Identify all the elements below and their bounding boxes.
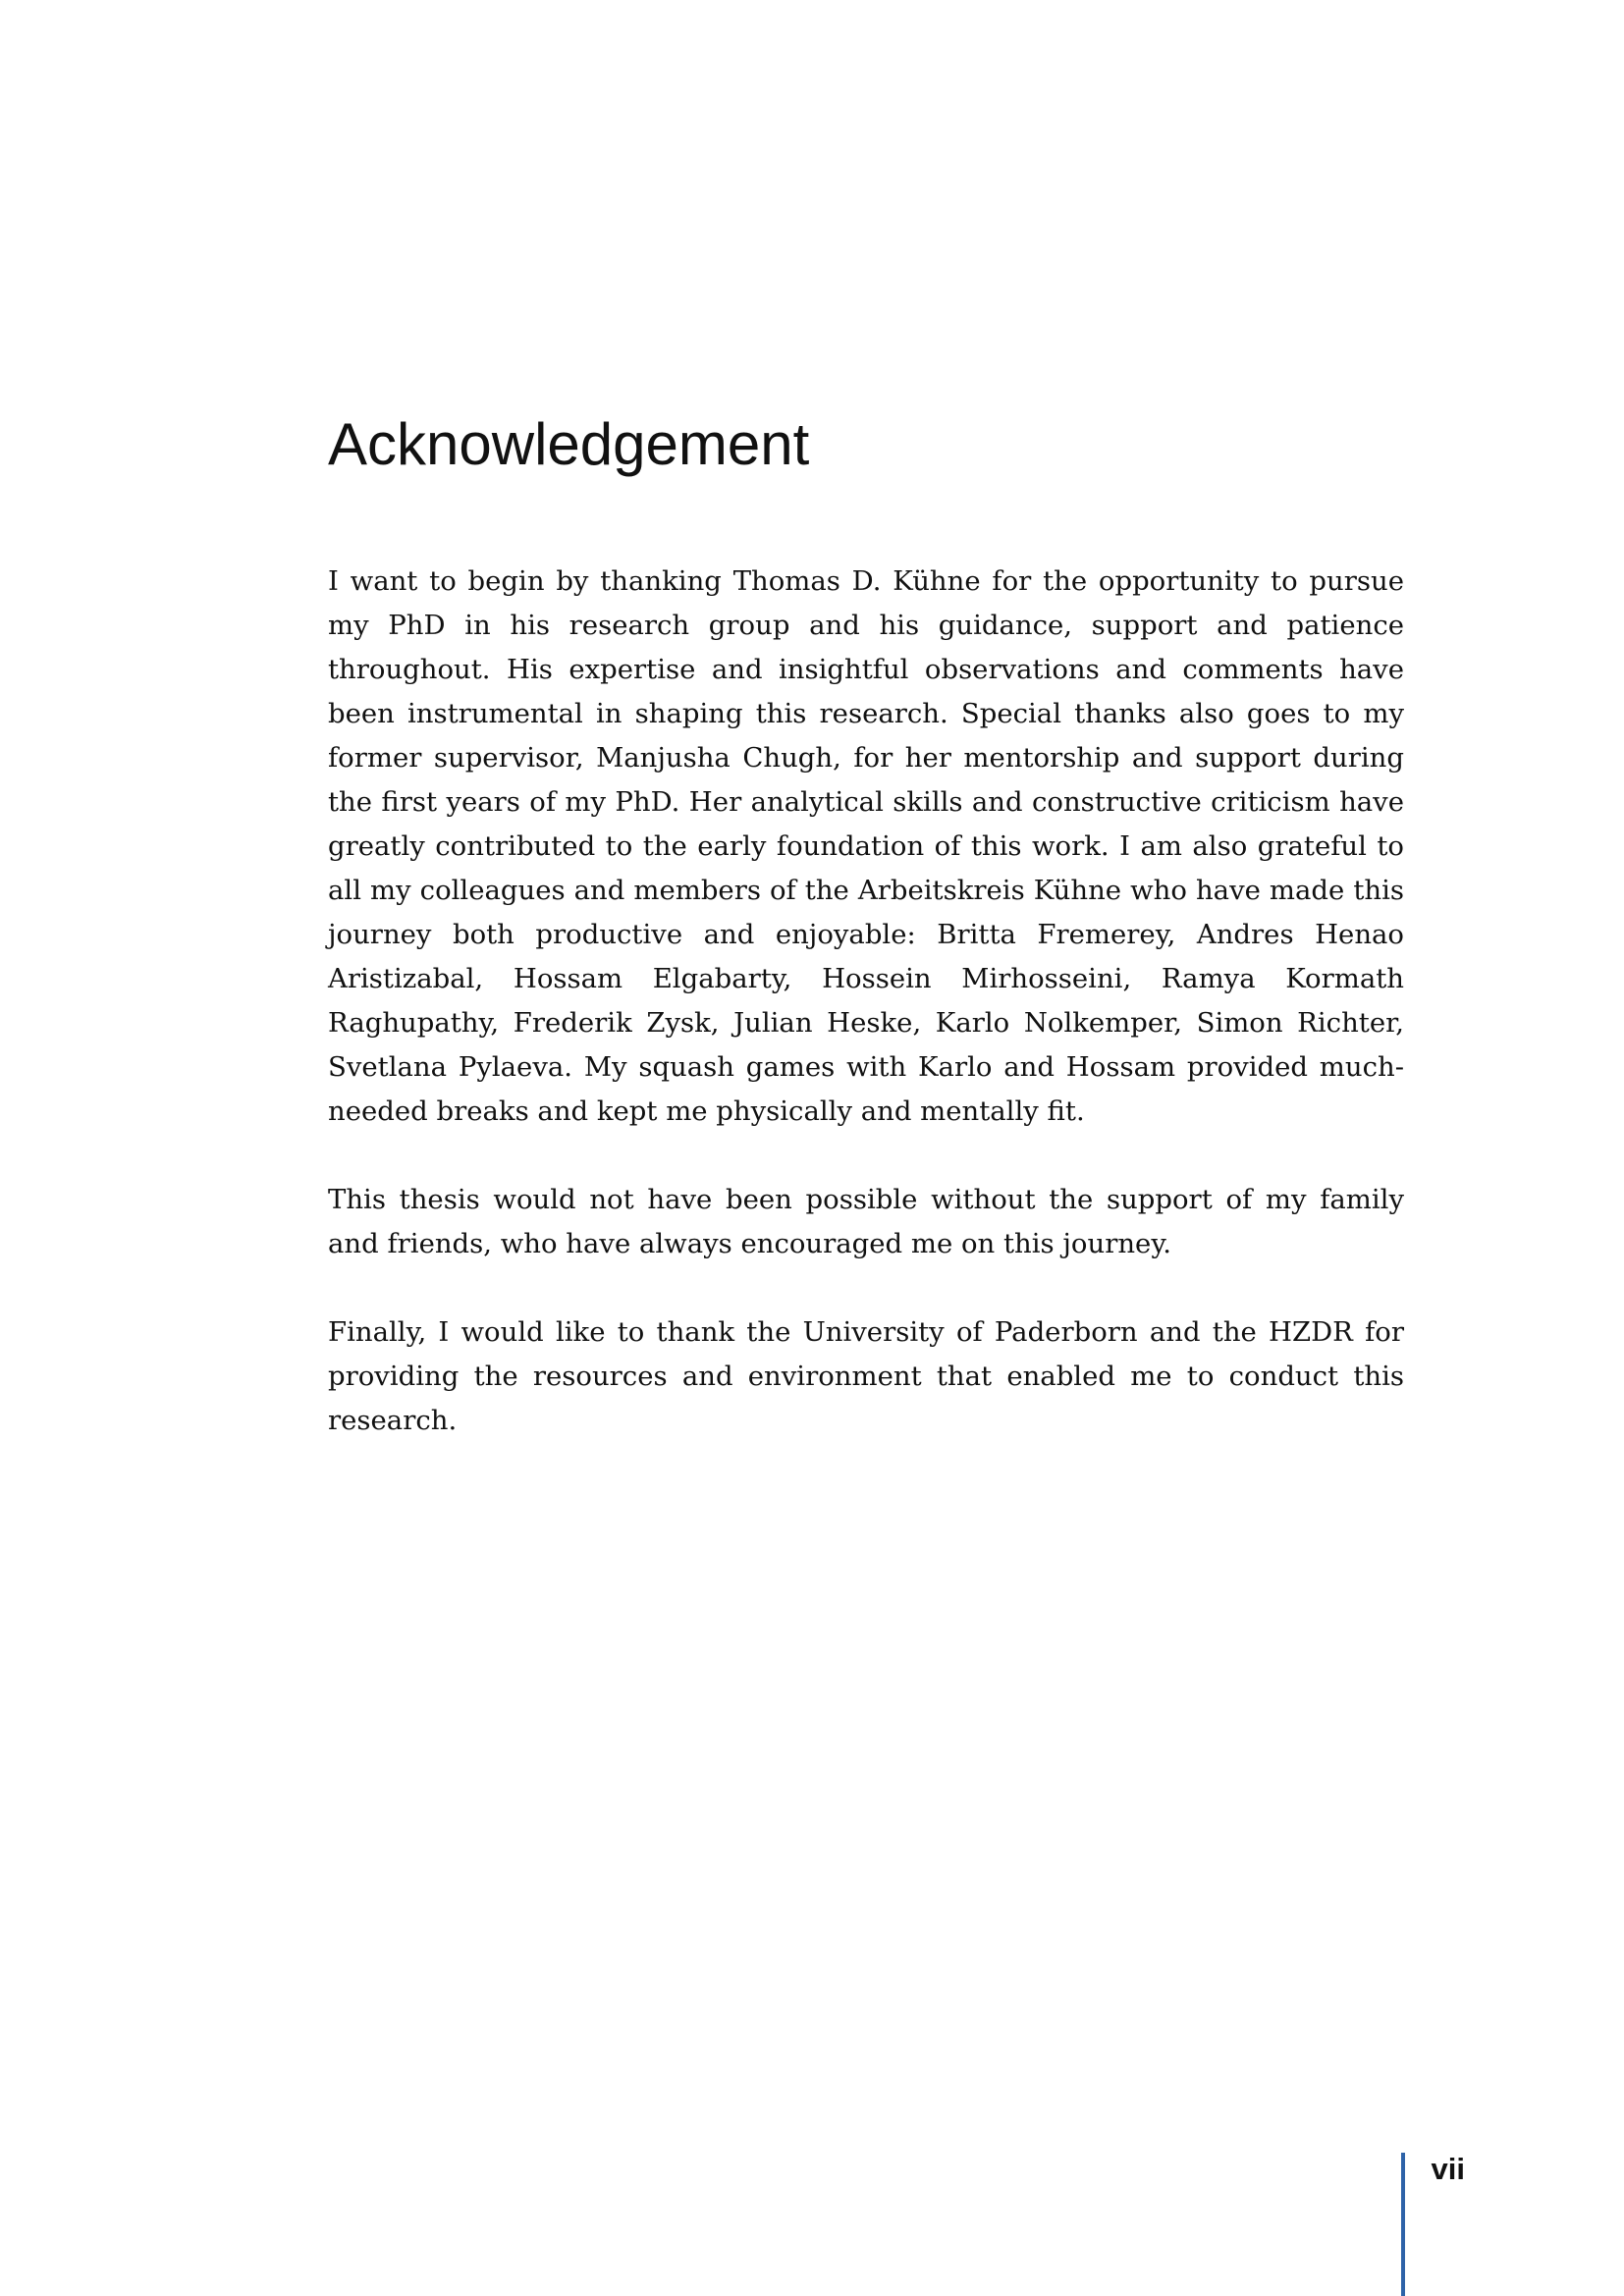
acknowledgement-body [328, 560, 1404, 1443]
page-number: vii [1431, 2152, 1465, 2186]
paragraph-thanks: I want to begin by thanking Thomas D. Kühne for the opportunity to pursue my PhD in his research group and his guidance, support and patience throughout. His expertise and insightful observations and comments have been instrumental in shaping this research. Special thanks also goes to my former supervisor, Manjusha Chugh, for her mentorship and support during the first years of my PhD. Her analytical skills and constructive criticism have greatly contributed to the early foundation of this work. I am also grateful to all my colleagues and members of the Arbeitskreis Kühne who have made this journey both productive and enjoyable: Britta Fremerey, Andres Henao Aristizabal, Hossam Elgabarty, Hossein Mirhosseini, Ramya Kormath Raghupathy, Frederik Zysk, Julian Heske, Karlo Nolkemper, Simon Richter, Svetlana Pylaeva. My squash games with Karlo and Hossam provided much-needed breaks and kept me physically and mentally fit. [328, 565, 1404, 1127]
page-number-rule [1401, 2153, 1405, 2296]
page-title: Acknowledgement [328, 411, 810, 477]
paragraph-institutions: Finally, I would like to thank the University of Paderborn and the HZDR for providing the resources and environment that enabled me to conduct this research. [328, 1316, 1404, 1436]
paragraph-family: This thesis would not have been possible without the support of my family and friends, who have always encouraged me on this journey. [328, 1184, 1404, 1259]
